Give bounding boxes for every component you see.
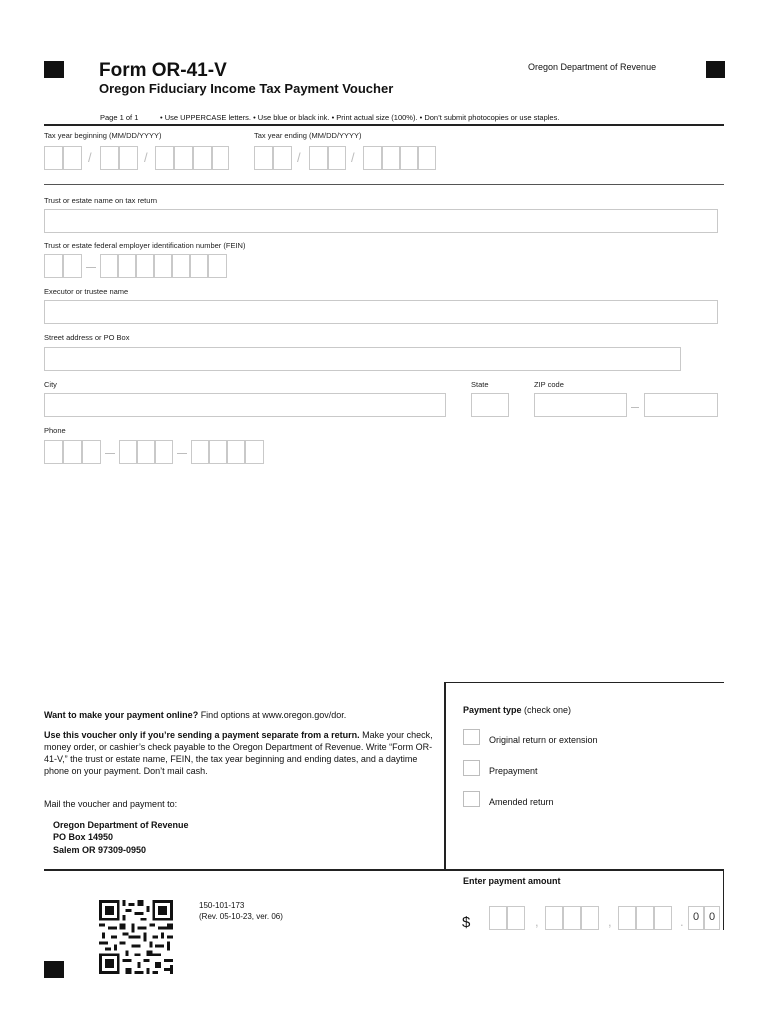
fein-digit-2[interactable] <box>63 254 82 278</box>
registration-mark-bottom-left <box>44 961 64 978</box>
page-info: Page 1 of 1 <box>100 113 139 122</box>
fein-digit-8[interactable] <box>190 254 208 278</box>
phone-dash <box>177 453 187 454</box>
tax-year-end-label: Tax year ending (MM/DD/YYYY) <box>254 131 362 140</box>
phone-label: Phone <box>44 426 66 435</box>
amount-digit-8[interactable] <box>654 906 672 930</box>
section-rule <box>44 184 724 185</box>
date-separator: / <box>88 150 92 165</box>
phone-digit-4[interactable] <box>119 440 137 464</box>
begin-year-1[interactable] <box>155 146 174 170</box>
online-payment-link-text: Find options at www.oregon.gov/dor. <box>198 710 347 720</box>
registration-mark-top-right <box>706 61 725 78</box>
zip-plus-four-input[interactable] <box>644 393 718 417</box>
mailing-address-line2: PO Box 14950 <box>53 832 114 842</box>
amount-digit-5[interactable] <box>581 906 599 930</box>
date-separator: / <box>144 150 148 165</box>
city-label: City <box>44 380 57 389</box>
date-separator: / <box>297 150 301 165</box>
fein-digit-5[interactable] <box>136 254 154 278</box>
zip-input[interactable] <box>534 393 627 417</box>
prepayment-checkbox[interactable] <box>463 760 480 776</box>
state-input[interactable] <box>471 393 509 417</box>
thousands-separator: , <box>535 914 539 929</box>
phone-digit-6[interactable] <box>155 440 173 464</box>
phone-digit-3[interactable] <box>82 440 101 464</box>
mailing-address-line3: Salem OR 97309-0950 <box>53 845 147 855</box>
form-title: Form OR-41-V <box>99 60 227 81</box>
payment-amount-label: Enter payment amount <box>463 876 561 886</box>
phone-digit-1[interactable] <box>44 440 63 464</box>
amount-digit-2[interactable] <box>507 906 525 930</box>
phone-digit-7[interactable] <box>191 440 209 464</box>
phone-digit-10[interactable] <box>245 440 264 464</box>
fein-digit-9[interactable] <box>208 254 227 278</box>
phone-dash <box>105 453 115 454</box>
executor-label: Executor or trustee name <box>44 287 129 296</box>
street-label: Street address or PO Box <box>44 333 130 342</box>
zip-dash <box>631 407 639 408</box>
registration-mark-top-left <box>44 61 64 78</box>
street-input[interactable] <box>44 347 681 371</box>
online-payment-heading: Want to make your payment online? <box>44 710 199 720</box>
end-year-2[interactable] <box>382 146 400 170</box>
end-day-1[interactable] <box>309 146 328 170</box>
executor-input[interactable] <box>44 300 718 324</box>
thousands-separator: , <box>608 914 612 929</box>
amended-return-label: Amended return <box>489 797 554 807</box>
begin-day-2[interactable] <box>119 146 138 170</box>
amended-return-checkbox[interactable] <box>463 791 480 807</box>
instructions: • Use UPPERCASE letters. • Use blue or black ink. • Print actual size (100%). • Don’t submit photocopies or use staples. <box>160 113 560 122</box>
phone-digit-2[interactable] <box>63 440 82 464</box>
phone-digit-8[interactable] <box>209 440 227 464</box>
cents-digit-1: 0 <box>693 911 700 923</box>
payment-type-heading: Payment type <box>463 705 522 715</box>
qr-code-icon <box>99 900 173 974</box>
cents-digit-2: 0 <box>709 911 716 923</box>
voucher-right-rule <box>723 869 724 930</box>
begin-year-2[interactable] <box>174 146 193 170</box>
begin-month-2[interactable] <box>63 146 82 170</box>
fein-digit-3[interactable] <box>100 254 118 278</box>
end-month-2[interactable] <box>273 146 292 170</box>
end-day-2[interactable] <box>328 146 346 170</box>
begin-year-3[interactable] <box>193 146 212 170</box>
fein-digit-1[interactable] <box>44 254 63 278</box>
form-revision: (Rev. 05-10-23, ver. 06) <box>199 912 283 921</box>
begin-year-4[interactable] <box>212 146 229 170</box>
online-payment-text <box>44 709 439 721</box>
trust-name-input[interactable] <box>44 209 718 233</box>
header-rule <box>44 124 724 126</box>
payment-type-note: (check one) <box>521 705 572 715</box>
trust-name-label: Trust or estate name on tax return <box>44 196 158 205</box>
voucher-usage-body: Make your check, money order, or cashier’s check payable to the Oregon Department of Revenue. Write “Form OR-41-V,” the trust or estate name, FEIN, the tax year beginning and ending dates, and a daytime phone on your payment. Don’t mail cash. <box>44 730 433 776</box>
fein-digit-6[interactable] <box>154 254 172 278</box>
voucher-usage-heading: Use this voucher only if you’re sending a payment separate from a return. <box>44 730 360 740</box>
voucher-middle-rule <box>44 869 724 871</box>
begin-day-1[interactable] <box>100 146 119 170</box>
mailing-address-line1: Oregon Department of Revenue <box>53 820 189 830</box>
fein-digit-7[interactable] <box>172 254 190 278</box>
amount-digit-3[interactable] <box>545 906 563 930</box>
prepayment-label: Prepayment <box>489 766 538 776</box>
department-name: Oregon Department of Revenue <box>528 62 657 72</box>
form-subtitle: Oregon Fiduciary Income Tax Payment Voucher <box>99 81 394 96</box>
mail-to-text: Mail the voucher and payment to: <box>44 799 178 809</box>
voucher-vertical-rule <box>444 682 446 870</box>
tax-year-begin-label: Tax year beginning (MM/DD/YYYY) <box>44 131 162 140</box>
end-year-3[interactable] <box>400 146 418 170</box>
city-input[interactable] <box>44 393 446 417</box>
phone-digit-5[interactable] <box>137 440 155 464</box>
date-separator: / <box>351 150 355 165</box>
original-return-label: Original return or extension <box>489 735 598 745</box>
end-year-1[interactable] <box>363 146 382 170</box>
voucher-usage-text <box>44 729 434 777</box>
amount-digit-4[interactable] <box>563 906 581 930</box>
end-month-1[interactable] <box>254 146 273 170</box>
amount-digit-6[interactable] <box>618 906 636 930</box>
end-year-4[interactable] <box>418 146 436 170</box>
zip-label: ZIP code <box>534 380 564 389</box>
form-number: 150-101-173 <box>199 901 245 910</box>
voucher-top-rule <box>444 682 724 683</box>
dollar-sign: $ <box>462 914 471 931</box>
fein-dash <box>86 267 96 268</box>
fein-label: Trust or estate federal employer identification number (FEIN) <box>44 241 246 250</box>
amount-digit-7[interactable] <box>636 906 654 930</box>
original-return-checkbox[interactable] <box>463 729 480 745</box>
fein-digit-4[interactable] <box>118 254 136 278</box>
phone-digit-9[interactable] <box>227 440 245 464</box>
decimal-separator: . <box>680 914 684 929</box>
state-label: State <box>471 380 489 389</box>
payment-type-label <box>463 704 571 716</box>
begin-month-1[interactable] <box>44 146 63 170</box>
amount-digit-1[interactable] <box>489 906 507 930</box>
